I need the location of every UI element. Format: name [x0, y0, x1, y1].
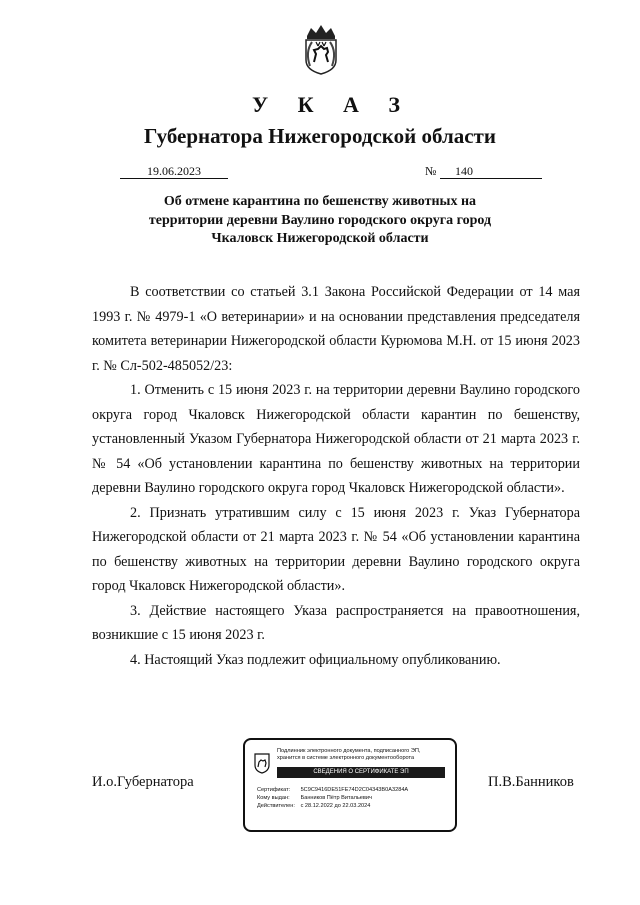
stamp-row-value: Банников Пётр Витальевич [300, 795, 372, 801]
clause-1-paragraph: 1. Отменить с 15 июня 2023 г. на территории деревни Ваулино городского округа город Чкаловск Нижегородской области карантин по бешенству, установленный Указом Губернатора Нижегородской области от 21 марта 2023 г. № 54 «Об установлении карантина по бешенству животных на территории деревни Ваулино городского округа город Чкаловск Нижегородской области». [92, 382, 580, 496]
clause-4-paragraph: 4. Настоящий Указ подлежит официальному опубликованию. [130, 651, 501, 668]
document-date: 19.06.2023 [147, 164, 201, 178]
subject-line: Чкаловск Нижегородской области [211, 231, 429, 246]
document-number: 140 [455, 164, 473, 178]
issuer-title: Губернатора Нижегородской области [144, 124, 496, 148]
stamp-header-line: хранится в системе электронного документооборота [277, 755, 415, 762]
document-type-title: У К А З [251, 92, 413, 117]
number-underline [440, 178, 542, 179]
stamp-row [257, 794, 447, 802]
number-sign: № [425, 164, 437, 178]
stamp-row-label: Кому выдан: [257, 795, 290, 801]
stamp-row-label: Действителен: [257, 803, 295, 809]
stamp-header [277, 748, 449, 762]
signer-position: И.о.Губернатора [92, 774, 194, 790]
subject-line: территории деревни Ваулино городского округа город [148, 212, 492, 228]
document-body [92, 280, 580, 672]
stamp-header-line: Подлинник электронного документа, подписанного ЭП, [277, 748, 421, 754]
stamp-banner: СВЕДЕНИЯ О СЕРТИФИКАТЕ ЭП [277, 767, 445, 778]
stamp-details [257, 786, 447, 810]
signer-name: П.В.Банников [488, 774, 574, 790]
stamp-row-label: Сертификат: [257, 787, 291, 793]
coat-of-arms-icon [253, 750, 271, 774]
preamble-paragraph: В соответствии со статьей 3.1 Закона Российской Федерации от 14 мая 1993 г. № 4979-1 «О ветеринарии» и на основании представления председателя комитета ветеринарии Нижегородской области Курюмова М.Н. от 15 июня 2023 г. № Сл-502-485052/23: [92, 284, 580, 374]
stamp-row [257, 802, 447, 810]
subject-line: Об отмене карантина по бешенству животных на [163, 194, 477, 209]
clause-3-paragraph: 3. Действие настоящего Указа распространяется на правоотношения, возникшие с 15 июня 2023 г. [92, 602, 580, 643]
electronic-signature-stamp [243, 738, 457, 832]
stamp-row-value: с 28.12.2022 до 22.03.2024 [300, 803, 371, 809]
date-underline [120, 178, 228, 179]
document-subject [90, 193, 550, 249]
clause-2-paragraph: 2. Признать утратившим силу с 15 июня 2023 г. Указ Губернатора Нижегородской области от 21 марта 2023 г. № 54 «Об установлении карантина по бешенству животных на территории деревни Ваулино городского округа город Чкаловск Нижегородской области». [92, 504, 580, 594]
stamp-row [257, 786, 447, 794]
coat-of-arms-icon [300, 22, 342, 76]
stamp-row-value: 5C9C9416DE51FE74D2C04343B0A3284A [300, 787, 409, 793]
